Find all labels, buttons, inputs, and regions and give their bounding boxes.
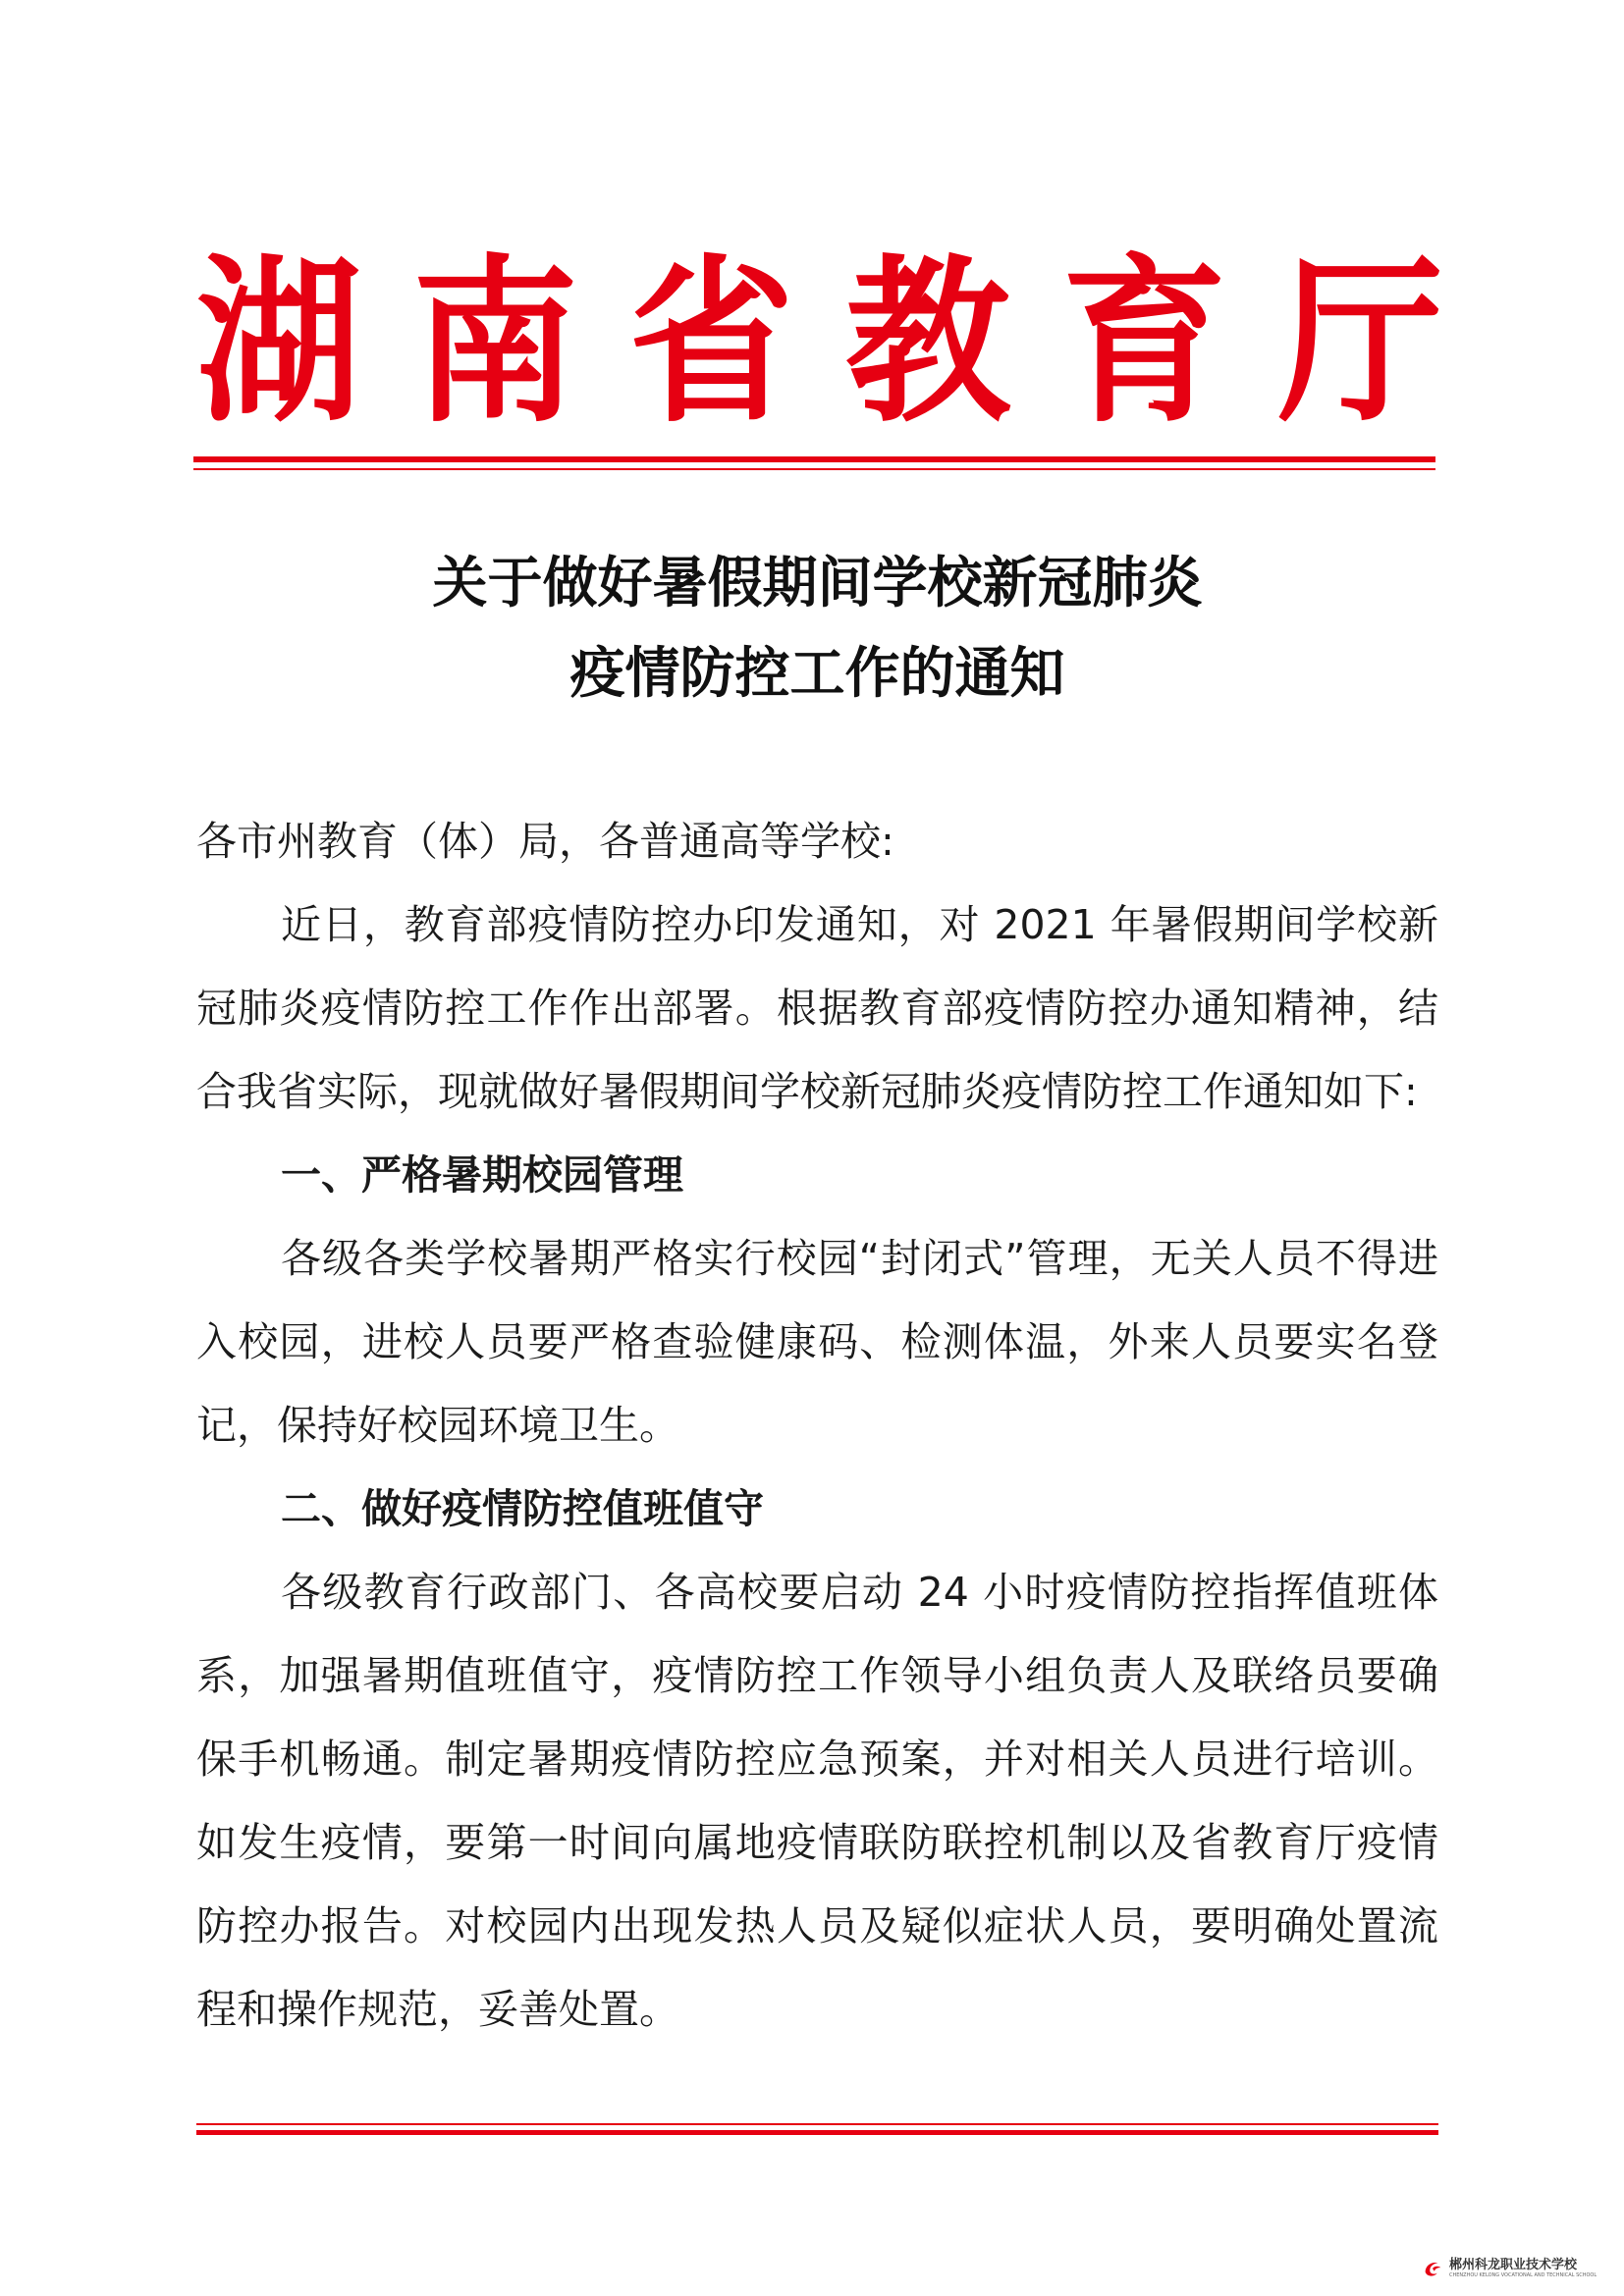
letterhead-char: 湖	[196, 237, 361, 447]
salutation: 各市州教育（体）局，各普通高等学校:	[196, 818, 894, 865]
document-title-line2: 疫情防控工作的通知	[569, 641, 1065, 706]
school-watermark	[1422, 2251, 1598, 2286]
logo-swirl-icon	[1422, 2258, 1443, 2279]
document-title	[196, 538, 1438, 719]
section-paragraph-2: 各级教育行政部门、各高校要启动 24 小时疫情防控指挥值班体系，加强暑期值班值守，疫情防控工作领导小组负责人及联络员要确保手机畅通。制定暑期疫情防控应急预案，并对相关人员进行培训。如发生疫情，要第一时间向属地疫情联防联控机制以及省教育厅疫情防控办报告。对校园内出现发热人员及疑似症状人员，要明确处置流程和操作规范，妥善处置。	[196, 1569, 1438, 2033]
letterhead-divider-thin	[193, 468, 1435, 470]
section-heading-1: 一、严格暑期校园管理	[281, 1151, 683, 1199]
letterhead-char: 南	[412, 237, 578, 447]
section-paragraph-1: 各级各类学校暑期严格实行校园“封闭式”管理，无关人员不得进入校园，进校人员要严格查验健康码、检测体温，外来人员要实名登记，保持好校园环境卫生。	[196, 1235, 1438, 1449]
section-heading-2: 二、做好疫情防控值班值守	[281, 1485, 764, 1532]
document-title-line1: 关于做好暑假期间学校新冠肺炎	[432, 551, 1203, 615]
footer-divider-thin	[196, 2123, 1438, 2125]
letterhead-title	[196, 237, 1443, 447]
intro-paragraph: 近日，教育部疫情防控办印发通知，对 2021 年暑假期间学校新冠肺炎疫情防控工作作出部署。根据教育部疫情防控办通知精神，结合我省实际，现就做好暑假期间学校新冠肺炎疫情防控工作通知如下:	[196, 901, 1438, 1115]
footer-divider-thick	[196, 2130, 1438, 2135]
letterhead-divider-thick	[193, 456, 1435, 462]
letterhead-char: 教	[845, 237, 1011, 447]
watermark-school-name: 郴州科龙职业技术学校	[1449, 2258, 1578, 2272]
letterhead-char: 省	[628, 237, 794, 447]
letterhead-char: 厅	[1277, 237, 1443, 447]
watermark-school-subtitle: CHENZHOU KELONG VOCATIONAL AND TECHNICAL SCHOOL	[1449, 2272, 1597, 2278]
document-body	[196, 800, 1438, 2052]
letterhead-char: 育	[1061, 237, 1227, 447]
